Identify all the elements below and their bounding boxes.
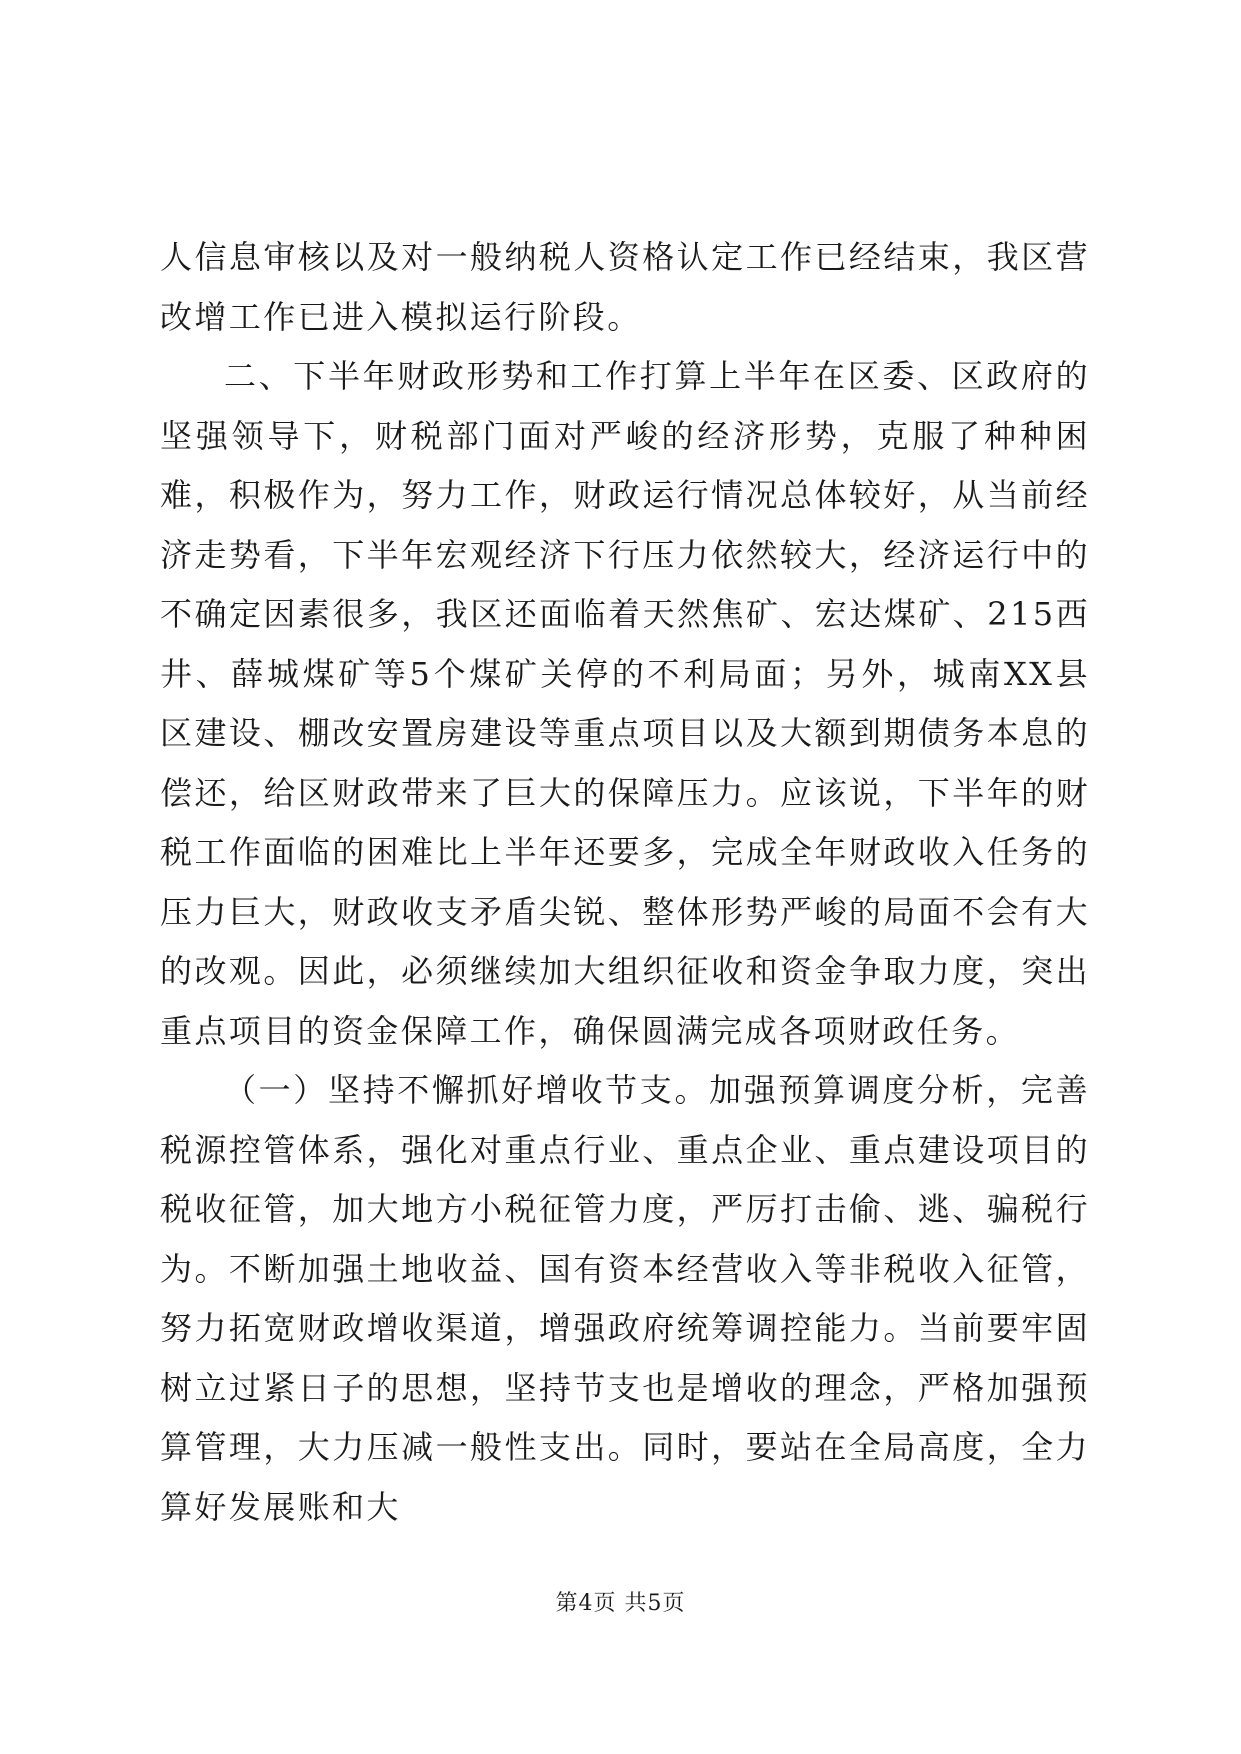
document-body [160,228,1090,1537]
paragraph-continuation: 人信息审核以及对一般纳税人资格认定工作已经结束，我区营改增工作已进入模拟运行阶段。 [160,238,1090,336]
page-footer: 第4页 共5页 [555,1591,686,1616]
paragraph-subsection-one: （一）坚持不懈抓好增收节支。加强预算调度分析，完善税源控管体系，强化对重点行业、重点企业、重点建设项目的税收征管，加大地方小税征管力度，严厉打击偷、逃、骗税行为。不断加强土地收益、国有资本经营收入等非税收入征管，努力拓宽财政增收渠道，增强政府统筹调控能力。当前要牢固树立过紧日子的思想，坚持节支也是增收的理念，严格加强预算管理，大力压减一般性支出。同时，要站在全局高度，全力算好发展账和大 [160,1071,1090,1526]
paragraph-section-two: 二、下半年财政形势和工作打算上半年在区委、区政府的坚强领导下，财税部门面对严峻的经济形势，克服了种种困难，积极作为，努力工作，财政运行情况总体较好，从当前经济走势看，下半年宏观经济下行压力依然较大，经济运行中的不确定因素很多，我区还面临着天然焦矿、宏达煤矿、215西井、薛城煤矿等5个煤矿关停的不利局面；另外，城南XX县区建设、棚改安置房建设等重点项目以及大额到期债务本息的偿还，给区财政带来了巨大的保障压力。应该说，下半年的财税工作面临的困难比上半年还要多，完成全年财政收入任务的压力巨大，财政收支矛盾尖锐、整体形势严峻的局面不会有大的改观。因此，必须继续加大组织征收和资金争取力度，突出重点项目的资金保障工作，确保圆满完成各项财政任务。 [160,357,1090,1050]
